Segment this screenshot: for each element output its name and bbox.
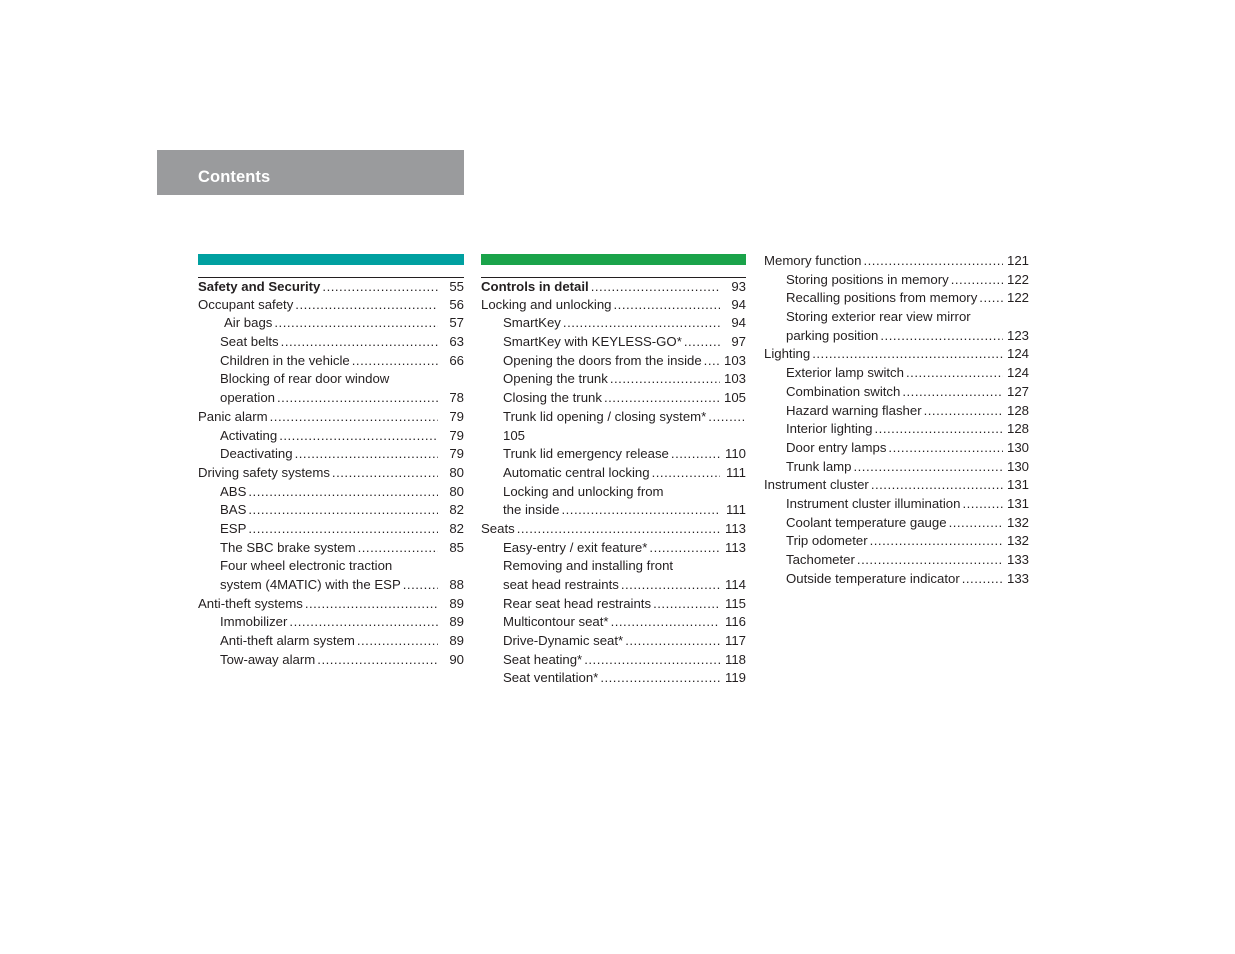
toc-entry-label: SmartKey (503, 315, 561, 331)
toc-entry-label: Recalling positions from memory (786, 290, 978, 306)
toc-subentry[interactable] (481, 595, 746, 614)
dot-leader (248, 501, 438, 520)
toc-section-entry[interactable] (198, 296, 464, 315)
toc-page-number: 118 (724, 651, 746, 667)
dot-leader (358, 539, 438, 558)
dot-leader (352, 352, 438, 371)
toc-page-number: 127 (1006, 383, 1029, 399)
dot-leader (517, 520, 720, 539)
toc-subentry[interactable] (764, 458, 1029, 477)
toc-page-number: 130 (1006, 439, 1029, 455)
toc-entry-label: Coolant temperature gauge (786, 514, 947, 530)
toc-subentry[interactable] (198, 370, 464, 389)
toc-page-number: 56 (449, 296, 464, 312)
toc-section-entry[interactable] (481, 296, 746, 315)
toc-subentry[interactable] (764, 532, 1029, 551)
toc-subentry[interactable] (764, 570, 1029, 589)
dot-leader (248, 520, 438, 539)
dot-leader (277, 389, 438, 408)
dot-leader (888, 439, 1003, 458)
toc-subentry[interactable] (764, 514, 1029, 533)
toc-entry-label: Anti-theft systems (198, 595, 303, 611)
dot-leader (295, 296, 438, 315)
dot-leader (949, 514, 1003, 533)
dot-leader (870, 532, 1003, 551)
toc-entry-label: ESP (220, 520, 247, 536)
dot-leader (863, 252, 1003, 271)
toc-page-number: 79 (449, 408, 464, 424)
toc-page-number: 111 (725, 464, 746, 480)
toc-subentry[interactable] (198, 445, 464, 464)
dot-leader (962, 570, 1003, 589)
toc-page-number: 103 (723, 352, 746, 368)
dot-leader (322, 278, 438, 296)
dot-leader (708, 408, 744, 427)
toc-entry-label: Seat heating* (503, 651, 583, 667)
toc-page-number: 57 (449, 315, 464, 331)
toc-page-number: 124 (1006, 346, 1029, 362)
toc-subentry[interactable] (481, 632, 746, 651)
toc-entry-label: ABS (220, 483, 247, 499)
toc-entry-label: Panic alarm (198, 408, 268, 424)
toc-entry-label: Combination switch (786, 383, 901, 399)
toc-subentry[interactable] (198, 539, 464, 558)
toc-page-number: 124 (1006, 365, 1029, 381)
toc-entry-label: Exterior lamp switch (786, 365, 904, 381)
toc-section-entry[interactable] (198, 595, 464, 614)
toc-entry-label: Anti-theft alarm system (220, 633, 355, 649)
toc-subentry[interactable] (198, 333, 464, 352)
dot-leader (875, 420, 1004, 439)
toc-subentry[interactable] (764, 308, 1029, 327)
toc-subentry[interactable] (198, 427, 464, 446)
dot-leader (871, 476, 1003, 495)
toc-entry-label: Removing and installing front (503, 558, 674, 574)
toc-section-entry[interactable] (764, 345, 1029, 364)
toc-entry-label: Tachometer (786, 552, 855, 567)
toc-entry-label: Seat ventilation* (503, 670, 599, 686)
toc-subentry[interactable] (198, 389, 464, 408)
toc-subentry[interactable] (764, 327, 1029, 346)
toc-page-number: 85 (449, 539, 464, 555)
toc-page-number: 128 (1006, 402, 1029, 418)
toc-subentry[interactable] (481, 501, 746, 520)
dot-leader (610, 370, 720, 389)
toc-entry-label: Door entry lamps (786, 439, 887, 455)
toc-page-number: 117 (724, 633, 746, 649)
toc-subentry[interactable] (481, 333, 746, 352)
toc-entry-label: Controls in detail (481, 279, 589, 294)
dot-leader (962, 495, 1003, 514)
toc-page-number: 111 (725, 502, 746, 518)
toc-entry-label: Locking and unlocking (481, 296, 612, 312)
toc-entry-label: The SBC brake system (220, 539, 356, 555)
toc-page-number: 116 (724, 614, 746, 630)
toc-subentry[interactable] (764, 439, 1029, 458)
toc-subentry[interactable] (198, 576, 464, 595)
toc-entry-label: Automatic central locking (503, 464, 650, 480)
dot-leader (403, 576, 438, 595)
dot-leader (305, 595, 438, 614)
toc-entry-label: Opening the trunk (503, 371, 608, 387)
toc-entry-label: SmartKey with KEYLESS-GO* (503, 334, 682, 350)
toc-page-number: 97 (731, 334, 746, 350)
toc-page-number: 94 (731, 315, 746, 331)
dot-leader (611, 613, 720, 632)
dot-leader (270, 408, 438, 427)
toc-page-number: 110 (724, 446, 746, 462)
toc-page-number: 94 (731, 296, 746, 312)
dot-leader (281, 333, 438, 352)
dot-leader (653, 595, 720, 614)
dot-leader (704, 352, 720, 371)
toc-subentry[interactable] (481, 539, 746, 558)
toc-entry-label: Four wheel electronic traction (220, 558, 393, 574)
toc-subentry[interactable] (764, 551, 1029, 570)
toc-entry-label: Tow-away alarm (220, 651, 316, 667)
dot-leader (880, 327, 1003, 346)
toc-subentry[interactable] (481, 613, 746, 632)
toc-entry-label: Locking and unlocking from (503, 483, 664, 499)
toc-page-number: 55 (449, 279, 464, 294)
toc-subentry[interactable] (198, 520, 464, 539)
toc-page-number: 89 (449, 614, 464, 630)
toc-page-number: 133 (1006, 552, 1029, 567)
toc-page-number: 131 (1006, 477, 1029, 493)
toc-subentry[interactable] (198, 651, 464, 670)
toc-section-entry[interactable] (198, 464, 464, 483)
dot-leader (584, 651, 720, 670)
contents-header-box (157, 150, 464, 195)
toc-page-number: 122 (1006, 271, 1029, 287)
toc-entry-label: Activating (220, 427, 278, 443)
dot-leader (924, 402, 1003, 421)
toc-subentry[interactable] (481, 352, 746, 371)
dot-leader (279, 427, 438, 446)
toc-subentry[interactable] (481, 314, 746, 333)
toc-entry-label: seat head restraints (503, 577, 619, 592)
toc-entry-label: Seat belts (220, 334, 279, 350)
toc-section-entry[interactable] (198, 277, 464, 296)
dot-leader (332, 464, 438, 483)
toc-entry-label: Memory function (764, 253, 862, 268)
toc-entry-label: Drive-Dynamic seat* (503, 633, 624, 649)
toc-page-number: 79 (449, 446, 464, 462)
toc-subentry[interactable] (481, 389, 746, 408)
toc-entry-label: system (4MATIC) with the ESP (220, 577, 401, 592)
toc-subentry[interactable] (198, 613, 464, 632)
dot-leader (625, 632, 720, 651)
dot-leader (902, 383, 1003, 402)
toc-subentry[interactable] (481, 427, 746, 446)
toc-page-number: 132 (1006, 514, 1029, 530)
toc-entry-label: Outside temperature indicator (786, 570, 960, 586)
toc-subentry[interactable] (198, 352, 464, 371)
toc-subentry[interactable] (481, 408, 746, 427)
toc-page-number: 103 (723, 371, 746, 387)
dot-leader (561, 501, 720, 520)
dot-leader (979, 289, 1003, 308)
toc-page-number: 93 (731, 279, 746, 294)
dot-leader (671, 445, 720, 464)
toc-entry-label: Instrument cluster (764, 477, 869, 493)
toc-entry-label: Instrument cluster illumination (786, 495, 961, 511)
toc-column-safety (198, 254, 464, 669)
toc-subentry[interactable] (481, 651, 746, 670)
toc-page-number: 131 (1006, 495, 1029, 511)
toc-entry-label: Occupant safety (198, 296, 294, 312)
toc-entry-label: Storing exterior rear view mirror (786, 309, 971, 325)
toc-entry-label: Seats (481, 520, 515, 536)
page-title: Contents (198, 168, 271, 186)
dot-leader (317, 651, 438, 670)
toc-entry-label: Trunk lid emergency release (503, 446, 669, 462)
toc-page-number: 119 (724, 670, 746, 686)
toc-column-memory (764, 252, 1029, 588)
toc-page-number: 88 (449, 577, 464, 592)
toc-entry-label: Deactivating (220, 446, 293, 462)
dot-leader (614, 296, 720, 315)
section-color-bar (198, 254, 464, 265)
toc-subentry[interactable] (764, 420, 1029, 439)
toc-entry-label: Trip odometer (786, 533, 868, 549)
toc-subentry[interactable] (764, 364, 1029, 383)
toc-page-number: 63 (449, 334, 464, 350)
dot-leader (652, 464, 720, 483)
toc-section-entry[interactable] (764, 252, 1029, 271)
toc-subentry[interactable] (481, 445, 746, 464)
toc-page-number: 113 (724, 539, 746, 555)
toc-entry-label: Blocking of rear door window (220, 371, 390, 387)
toc-page-number: 90 (449, 651, 464, 667)
dot-leader (853, 458, 1003, 477)
toc-page-number: 130 (1006, 458, 1029, 474)
toc-page-number: 132 (1006, 533, 1029, 549)
toc-page-number: 79 (449, 427, 464, 443)
dot-leader (563, 314, 720, 333)
toc-page-number: 121 (1006, 253, 1029, 268)
dot-leader (951, 271, 1003, 290)
toc-page-number: 80 (449, 464, 464, 480)
dot-leader (906, 364, 1003, 383)
toc-subentry[interactable] (481, 464, 746, 483)
toc-entry-label: Children in the vehicle (220, 352, 350, 368)
toc-page-number: 114 (724, 577, 746, 592)
toc-entry-label: Storing positions in memory (786, 271, 949, 287)
toc-entry-label: Immobilizer (220, 614, 288, 630)
toc-entry-label: Interior lighting (786, 421, 873, 437)
toc-page-number: 123 (1006, 327, 1029, 343)
toc-subentry[interactable] (198, 501, 464, 520)
toc-section-entry[interactable] (481, 277, 746, 296)
toc-page-number: 122 (1006, 290, 1029, 306)
toc-page-number: 105 (723, 390, 746, 406)
section-color-bar (481, 254, 746, 265)
toc-entry-label: BAS (220, 502, 247, 518)
toc-subentry[interactable] (481, 557, 746, 576)
toc-page-number: 89 (449, 633, 464, 649)
toc-entry-label: Lighting (764, 346, 811, 362)
dot-leader (600, 669, 720, 688)
dot-leader (295, 445, 438, 464)
toc-subentry[interactable] (764, 271, 1029, 290)
toc-entry-label: Rear seat head restraints (503, 595, 652, 611)
dot-leader (812, 345, 1003, 364)
toc-subentry[interactable] (764, 289, 1029, 308)
toc-page-number: 78 (449, 390, 464, 406)
toc-page-number: 133 (1006, 570, 1029, 586)
toc-page-number: 66 (449, 352, 464, 368)
toc-subentry[interactable] (198, 314, 464, 333)
toc-page-number: 82 (449, 520, 464, 536)
toc-entry-label: Opening the doors from the inside (503, 352, 702, 368)
dot-leader (289, 613, 438, 632)
toc-entry-label: Easy-entry / exit feature* (503, 539, 648, 555)
toc-column-controls (481, 254, 746, 688)
toc-entry-label: parking position (786, 327, 879, 343)
dot-leader (591, 278, 720, 296)
toc-section-entry[interactable] (481, 520, 746, 539)
toc-entry-label: Hazard warning flasher (786, 402, 922, 418)
toc-entry-label: Air bags (224, 315, 273, 331)
toc-subentry[interactable] (764, 383, 1029, 402)
dot-leader (274, 314, 438, 333)
toc-subentry[interactable] (481, 370, 746, 389)
toc-subentry[interactable] (198, 483, 464, 502)
toc-page-number: 80 (449, 483, 464, 499)
dot-leader (248, 483, 438, 502)
toc-subentry[interactable] (764, 495, 1029, 514)
toc-subentry[interactable] (481, 576, 746, 595)
dot-leader (357, 632, 438, 651)
toc-page-number: 113 (724, 520, 746, 536)
toc-section-entry[interactable] (764, 476, 1029, 495)
toc-subentry[interactable] (198, 632, 464, 651)
toc-entry-label: Trunk lid opening / closing system* (503, 408, 707, 424)
dot-leader (621, 576, 720, 595)
dot-leader (604, 389, 720, 408)
toc-subentry[interactable] (481, 669, 746, 688)
toc-section-entry[interactable] (198, 408, 464, 427)
toc-page-number: 89 (449, 595, 464, 611)
toc-entry-label: Multicontour seat* (503, 614, 609, 630)
toc-entry-label: Closing the trunk (503, 390, 602, 406)
dot-leader (857, 551, 1003, 570)
toc-entry-label: Safety and Security (198, 279, 321, 294)
toc-entry-label: Trunk lamp (786, 458, 852, 474)
toc-entry-label: the inside (503, 502, 560, 518)
toc-subentry[interactable] (481, 483, 746, 502)
toc-entry-label: 105 (503, 427, 526, 443)
toc-subentry[interactable] (764, 402, 1029, 421)
toc-page-number: 128 (1006, 421, 1029, 437)
dot-leader (684, 333, 720, 352)
toc-subentry[interactable] (198, 557, 464, 576)
toc-entry-label: operation (220, 390, 275, 406)
toc-page-number: 82 (449, 502, 464, 518)
dot-leader (649, 539, 720, 558)
toc-entry-label: Driving safety systems (198, 464, 330, 480)
toc-page-number: 115 (724, 595, 746, 611)
